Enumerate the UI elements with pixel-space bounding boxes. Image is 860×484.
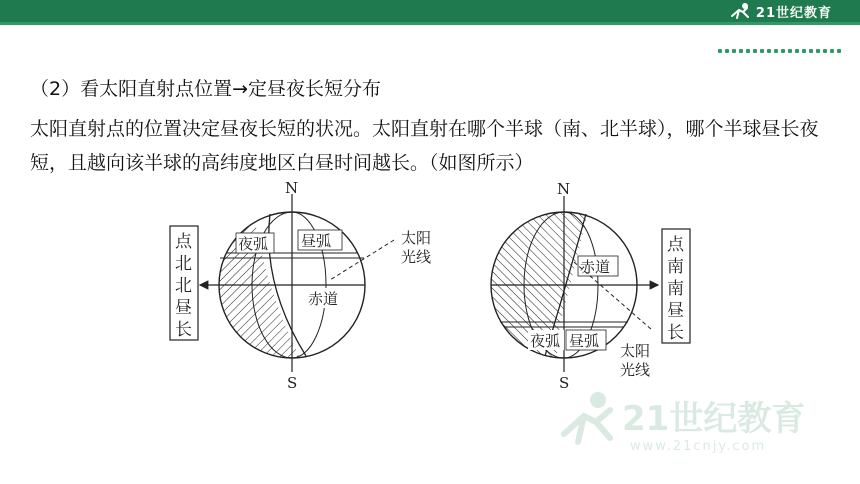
watermark-logo <box>560 386 840 456</box>
brand-logo-text: 21世纪教育 <box>755 5 832 21</box>
section-heading: （2）看太阳直射点位置→定昼夜长短分布 <box>30 78 382 100</box>
solar-illumination-diagram <box>160 176 720 391</box>
left-day-arc-label: 昼弧 <box>301 232 332 250</box>
top-banner-stripe <box>0 22 860 25</box>
watermark-url: www.21cnjy.com <box>630 439 767 454</box>
right-globe <box>480 180 690 391</box>
runner-icon <box>730 2 752 20</box>
watermark-text: 21世纪教育 <box>622 399 806 439</box>
right-north-label: N <box>557 180 571 198</box>
right-conclusion-text: 点南南昼长 <box>667 235 684 343</box>
left-globe <box>170 179 431 391</box>
left-sun-rays-label: 太阳光线 <box>401 229 432 266</box>
body-paragraph: 太阳直射点的位置决定昼夜长短的状况。太阳直射在哪个半球（南、北半球），哪个半球昼长夜短，且越向该半球的高纬度地区白昼时间越长。（如图所示） <box>30 118 819 174</box>
right-sun-rays-label: 太阳光线 <box>620 342 651 379</box>
right-equator-label: 赤道 <box>580 258 611 276</box>
left-north-label: N <box>285 179 299 197</box>
right-day-arc-label: 昼弧 <box>569 332 600 350</box>
decorative-dots <box>718 38 844 57</box>
right-night-shading-upper <box>480 205 590 325</box>
left-equator-label: 赤道 <box>308 290 339 308</box>
brand-logo <box>730 1 832 21</box>
right-south-label: S <box>559 374 570 391</box>
left-south-label: S <box>287 374 298 391</box>
left-night-arc-label: 夜弧 <box>238 235 269 253</box>
right-night-arc-label: 夜弧 <box>530 332 561 350</box>
left-conclusion-text: 点北北昼长 <box>175 232 192 340</box>
